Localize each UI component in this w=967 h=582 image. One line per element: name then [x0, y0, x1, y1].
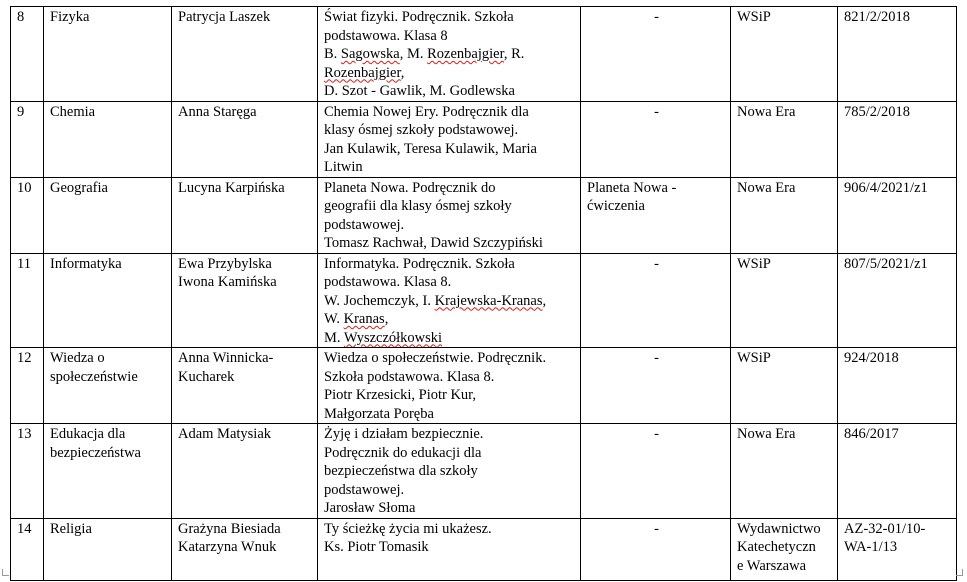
cell-line: Ewa Przybylska: [178, 255, 272, 272]
textbook-line: [324, 158, 576, 177]
cell-line: Geografia: [50, 179, 108, 196]
cell-textbook: [318, 424, 581, 519]
textbook-line: [324, 386, 576, 405]
cell-line: 924/2018: [844, 350, 899, 366]
cell-line: Iwona Kamińska: [178, 274, 277, 290]
spellcheck-flagged-word: Rozenbajgier: [427, 46, 504, 62]
cell-publisher: [731, 518, 838, 580]
cell-line: Grażyna Biesiada: [178, 520, 281, 537]
cell-line: 821/2/2018: [844, 9, 911, 25]
textbook-line: [324, 292, 576, 311]
cell-line: Patrycja Laszek: [178, 9, 271, 25]
cell-line: Fizyka: [50, 9, 90, 25]
cell-line: WA-1/13: [844, 539, 898, 555]
textbook-line: [324, 82, 576, 101]
text-segment: podstawowej.: [324, 481, 405, 498]
text-segment: Świat fizyki. Podręcznik. Szkoła: [324, 9, 514, 25]
textbook-line: [324, 329, 576, 348]
empty-dash: -: [654, 255, 659, 272]
table-row: [11, 348, 957, 424]
empty-dash: -: [654, 9, 659, 25]
table-row: [11, 7, 957, 102]
spellcheck-flagged-word: Rozenbajgier: [324, 64, 401, 81]
cell-teacher: [172, 7, 318, 102]
cell-line: Katechetyczn: [737, 539, 816, 555]
cell-number: 9: [11, 101, 44, 177]
cell-teacher: [172, 101, 318, 177]
cell-exercises: [581, 7, 731, 102]
cell-subject: [44, 424, 172, 519]
textbook-line: [324, 121, 576, 140]
cell-line: Nowa Era: [737, 179, 796, 196]
table-row: [11, 424, 957, 519]
cell-approval-number: [838, 101, 957, 177]
cell-teacher: [172, 177, 318, 253]
text-segment: W. Jochemczyk, I.: [324, 292, 435, 309]
text-segment: ,: [384, 311, 389, 327]
textbook-line: [324, 444, 576, 463]
cell-textbook: [318, 101, 581, 177]
text-segment: M.: [324, 329, 344, 346]
cell-line: Planeta Nowa -: [587, 179, 677, 196]
cell-teacher: [172, 348, 318, 424]
cell-subject: [44, 348, 172, 424]
textbook-line: [324, 64, 576, 83]
text-segment: klasy ósmej szkoły podstawowej.: [324, 122, 519, 138]
textbook-line: [324, 462, 576, 481]
empty-dash: -: [654, 350, 659, 366]
cell-textbook: [318, 518, 581, 580]
text-segment: Jarosław Słoma: [324, 500, 416, 516]
cell-line: WSiP: [737, 9, 771, 25]
spellcheck-flagged-word: Sagowska: [340, 46, 400, 62]
textbook-line: [324, 499, 576, 518]
cell-line: Kucharek: [178, 368, 235, 385]
cell-line: Religia: [50, 520, 92, 537]
text-segment: W.: [324, 311, 344, 327]
text-segment: B.: [324, 46, 341, 62]
cell-line: Nowa Era: [737, 426, 796, 442]
cell-publisher: [731, 7, 838, 102]
cell-line: 906/4/2021/z1: [844, 179, 928, 196]
cell-textbook: [318, 7, 581, 102]
empty-dash: -: [654, 520, 659, 537]
cell-exercises: [581, 101, 731, 177]
cell-number: 8: [11, 7, 44, 102]
cell-exercises: [581, 518, 731, 580]
cell-textbook: [318, 348, 581, 424]
cell-number: 10: [11, 177, 44, 253]
cell-number: 13: [11, 424, 44, 519]
cell-line: Katarzyna Wnuk: [178, 539, 277, 555]
cell-line: Nowa Era: [737, 103, 796, 120]
cell-number: 11: [11, 253, 44, 348]
page-corner-mark-right: [956, 569, 963, 576]
textbook-line: [324, 216, 576, 235]
cell-line: e Warszawa: [737, 557, 807, 574]
cell-subject: [44, 177, 172, 253]
cell-publisher: [731, 348, 838, 424]
cell-publisher: [731, 424, 838, 519]
cell-line: Anna Staręga: [178, 103, 257, 120]
text-segment: podstawowa. Klasa 8: [324, 27, 448, 44]
cell-publisher: [731, 101, 838, 177]
cell-number: 14: [11, 518, 44, 580]
textbook-line: [324, 27, 576, 46]
text-segment: bezpieczeństwa dla szkoły: [324, 463, 478, 479]
table-row: [11, 177, 957, 253]
cell-teacher: [172, 424, 318, 519]
textbook-line: [324, 349, 576, 368]
text-segment: Chemia Nowej Ery. Podręcznik dla: [324, 103, 529, 120]
textbook-line: [324, 45, 576, 64]
cell-approval-number: [838, 348, 957, 424]
cell-line: 785/2/2018: [844, 103, 911, 120]
text-segment: , R.: [503, 46, 525, 62]
cell-subject: [44, 253, 172, 348]
textbook-line: [324, 368, 576, 387]
spellcheck-flagged-word: Krajewska-Kranas: [434, 292, 543, 309]
textbook-line: [324, 520, 576, 539]
cell-line: WSiP: [737, 255, 771, 272]
cell-publisher: [731, 253, 838, 348]
cell-line: Informatyka: [50, 255, 122, 272]
textbook-line: [324, 255, 576, 274]
cell-line: Wiedza o: [50, 350, 105, 366]
text-segment: ,: [542, 292, 547, 309]
textbook-line: [324, 425, 576, 444]
textbook-table: [10, 6, 957, 581]
textbook-line: [324, 179, 576, 198]
cell-exercises: [581, 177, 731, 253]
textbook-line: [324, 405, 576, 424]
text-segment: Ty ścieżkę życia mi ukażesz.: [324, 520, 492, 537]
cell-textbook: [318, 177, 581, 253]
cell-approval-number: [838, 177, 957, 253]
text-segment: Litwin: [324, 159, 363, 175]
text-segment: Podręcznik do edukacji dla: [324, 444, 482, 461]
text-segment: Informatyka. Podręcznik. Szkoła: [324, 255, 515, 272]
cell-line: Edukacja dla: [50, 426, 126, 442]
text-segment: podstawowej.: [324, 216, 405, 233]
cell-teacher: [172, 518, 318, 580]
text-segment: D. Szot - Gawlik, M. Godlewska: [324, 83, 515, 99]
cell-teacher: [172, 253, 318, 348]
table-row: [11, 101, 957, 177]
spellcheck-flagged-word: Kranas: [343, 311, 385, 327]
cell-number: 12: [11, 348, 44, 424]
cell-line: Lucyna Karpińska: [178, 179, 285, 196]
text-segment: ,: [400, 64, 405, 81]
text-segment: Planeta Nowa. Podręcznik do: [324, 179, 496, 196]
cell-exercises: [581, 253, 731, 348]
table-row: [11, 253, 957, 348]
cell-textbook: [318, 253, 581, 348]
table-row: [11, 518, 957, 580]
text-segment: Ks. Piotr Tomasik: [324, 539, 429, 555]
text-segment: Szkoła podstawowa. Klasa 8.: [324, 368, 495, 385]
textbook-line: [324, 234, 576, 253]
cell-line: społeczeństwie: [50, 368, 138, 385]
cell-line: WSiP: [737, 350, 771, 366]
text-segment: Małgorzata Poręba: [324, 405, 434, 422]
cell-exercises: [581, 348, 731, 424]
text-segment: Piotr Krzesicki, Piotr Kur,: [324, 387, 477, 403]
cell-line: 807/5/2021/z1: [844, 255, 928, 272]
table-body: [11, 7, 957, 581]
textbook-line: [324, 140, 576, 159]
cell-line: bezpieczeństwa: [50, 444, 141, 461]
page-corner-mark-left: [2, 569, 9, 576]
cell-exercises: [581, 424, 731, 519]
text-segment: geografii dla klasy ósmej szkoły: [324, 198, 512, 214]
cell-line: Adam Matysiak: [178, 426, 272, 442]
cell-line: AZ-32-01/10-: [844, 520, 926, 537]
textbook-line: [324, 273, 576, 292]
cell-subject: [44, 101, 172, 177]
cell-line: 846/2017: [844, 426, 899, 442]
empty-dash: -: [654, 426, 659, 442]
textbook-line: [324, 103, 576, 122]
spellcheck-flagged-word: Wyszczółkowski: [343, 329, 443, 346]
textbook-line: [324, 197, 576, 216]
cell-line: Wydawnictwo: [737, 520, 821, 537]
textbook-line: [324, 481, 576, 500]
text-segment: , M.: [399, 46, 428, 62]
empty-dash: -: [654, 103, 659, 120]
textbook-line: [324, 8, 576, 27]
textbook-line: [324, 310, 576, 329]
text-segment: Żyję i działam bezpiecznie.: [324, 426, 484, 442]
text-segment: podstawowa. Klasa 8.: [324, 274, 452, 290]
cell-line: Anna Winnicka-: [178, 350, 274, 366]
text-segment: Wiedza o społeczeństwie. Podręcznik.: [324, 350, 547, 366]
cell-line: Chemia: [50, 103, 96, 120]
cell-line: ćwiczenia: [587, 198, 645, 214]
cell-subject: [44, 518, 172, 580]
cell-publisher: [731, 177, 838, 253]
cell-approval-number: [838, 7, 957, 102]
cell-subject: [44, 7, 172, 102]
text-segment: Jan Kulawik, Teresa Kulawik, Maria: [324, 140, 537, 157]
cell-approval-number: [838, 253, 957, 348]
textbook-line: [324, 538, 576, 557]
cell-approval-number: [838, 518, 957, 580]
cell-approval-number: [838, 424, 957, 519]
text-segment: Tomasz Rachwał, Dawid Szczypiński: [324, 235, 543, 251]
